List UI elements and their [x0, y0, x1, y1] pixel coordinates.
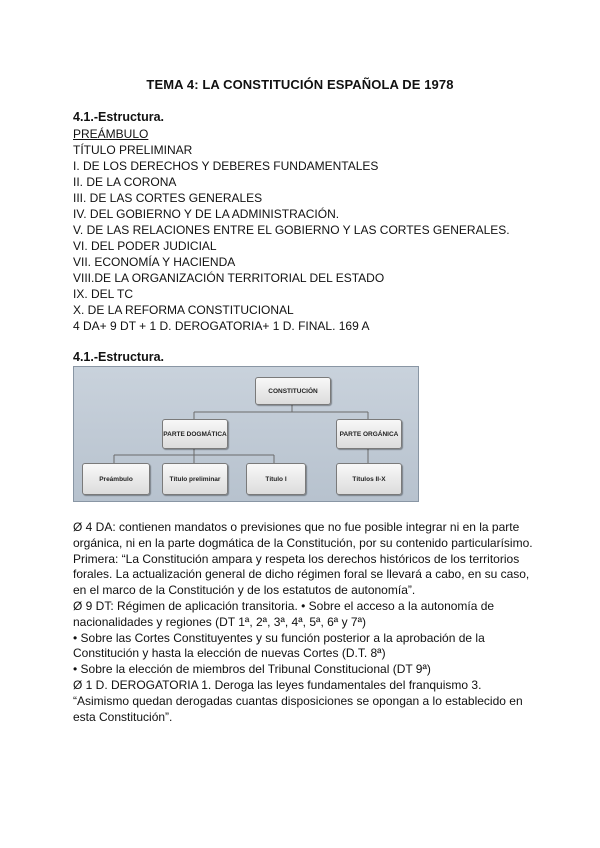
outline-summary: 4 DA+ 9 DT + 1 D. DEROGATORIA+ 1 D. FINAL. 169 A: [73, 319, 370, 333]
outline-item: IV. DEL GOBIERNO Y DE LA ADMINISTRACIÓN.: [73, 207, 340, 221]
paragraph-tribunal: • Sobre la elección de miembros del Tribunal Constitucional (DT 9ª): [73, 662, 431, 677]
constitution-outline: [73, 126, 510, 334]
paragraph-dt: Ø 9 DT: Régimen de aplicación transitoria. • Sobre el acceso a la autonomía de nacionalidades y regiones (DT 1ª, 2ª, 3ª, 4ª, 5ª, 6ª y 7ª): [73, 598, 495, 629]
node-titulos-ii-x: Títulos II-X: [336, 463, 402, 495]
outline-item: VIII.DE LA ORGANIZACIÓN TERRITORIAL DEL ESTADO: [73, 271, 385, 285]
paragraph-da: Ø 4 DA: contienen mandatos o previsiones que no fue posible integrar ni en la parte orgánica, ni en la parte dogmática de la Constitución, por su contenido particularísimo.: [73, 520, 533, 550]
document-title: TEMA 4: LA CONSTITUCIÓN ESPAÑOLA DE 1978: [146, 77, 454, 92]
section-heading-structure: 4.1.-Estructura.: [73, 110, 165, 124]
outline-item: VII. ECONOMÍA Y HACIENDA: [73, 255, 236, 269]
node-parte-dogmatica: PARTE DOGMÁTICA: [162, 419, 228, 449]
outline-item: VI. DEL PODER JUDICIAL: [73, 239, 217, 253]
outline-item: TÍTULO PRELIMINAR: [73, 143, 193, 157]
section-heading-structure-2: 4.1.-Estructura.: [73, 350, 165, 364]
outline-item: II. DE LA CORONA: [73, 175, 177, 189]
node-titulo-i: Título I: [246, 463, 306, 495]
outline-item: IX. DEL TC: [73, 287, 134, 301]
paragraph-cortes: • Sobre las Cortes Constituyentes y su función posterior a la aprobación de la Constitución y hasta la elección de nuevas Cortes (D.T. 8ª): [73, 630, 485, 661]
outline-item-preamble: PREÁMBULO: [73, 127, 149, 141]
outline-item: III. DE LAS CORTES GENERALES: [73, 191, 263, 205]
paragraph-derogatoria: Ø 1 D. DEROGATORIA 1. Deroga las leyes fundamentales del franquismo 3. “Asimismo quedan derogadas cuantas disposiciones se opongan a lo establecido en esta Constitución”.: [73, 677, 523, 724]
node-titulo-preliminar: Título preliminar: [162, 463, 228, 495]
node-parte-organica: PARTE ORGÁNICA: [336, 419, 402, 449]
outline-item: I. DE LOS DERECHOS Y DEBERES FUNDAMENTALES: [73, 159, 379, 173]
node-preambulo: Preámbulo: [82, 463, 150, 495]
body-text: [73, 520, 533, 725]
outline-item: V. DE LAS RELACIONES ENTRE EL GOBIERNO Y LAS CORTES GENERALES.: [73, 223, 510, 237]
structure-diagram: [73, 366, 419, 502]
paragraph-primera: Primera: “La Constitución ampara y respeta los derechos históricos de los territorios forales. La actualización general de dicho régimen foral se llevará a cabo, en su caso, en el marco de la Constitución y de los estatutos de autonomía”.: [73, 551, 530, 598]
node-constitucion: CONSTITUCIÓN: [255, 377, 331, 405]
outline-item: X. DE LA REFORMA CONSTITUCIONAL: [73, 303, 294, 317]
